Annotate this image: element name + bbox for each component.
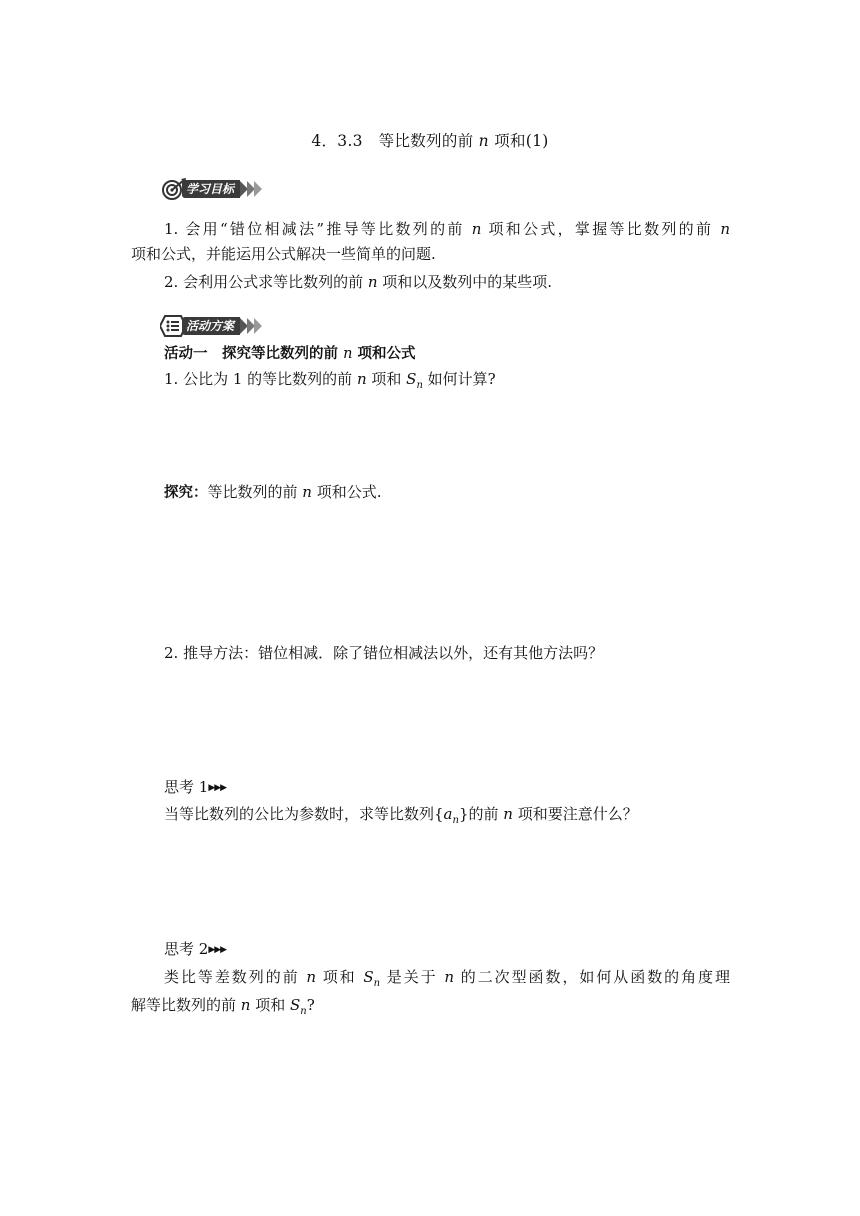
triangles-icon: ▶▶▶ <box>208 783 227 793</box>
arrows-decoration <box>241 181 262 197</box>
arrows-decoration <box>241 318 262 334</box>
question-2: 2. 推导方法：错位相减．除了错位相减法以外，还有其他方法吗？ <box>164 644 604 662</box>
think-2-line-2: 解等比数列的前 n 项和 $S_n$? <box>131 996 315 1017</box>
think-1-label: 思考 1▶▶▶ <box>164 778 227 796</box>
activity-plan-label: 活动方案 <box>182 317 240 335</box>
learning-goals-badge <box>160 177 262 201</box>
activity-plan-badge <box>160 314 262 338</box>
think-1-text: 当等比数列的公比为参数时，求等比数列$\{a_n\}$的前 n 项和要注意什么？ <box>164 805 638 826</box>
activity-1-heading: 活动一 探究等比数列的前 n 项和公式 <box>164 346 416 362</box>
goal-line-2: 项和公式，并能运用公式解决一些简单的问题. <box>131 245 436 263</box>
page-title <box>0 129 860 151</box>
learning-goals-label: 学习目标 <box>182 180 240 198</box>
explore-label: 探究： <box>164 485 208 501</box>
title-var-n: n <box>478 132 489 150</box>
think-2-label: 思考 2▶▶▶ <box>164 940 227 958</box>
goal-line-3: 2. 会利用公式求等比数列的前 n 项和以及数列中的某些项. <box>164 273 553 291</box>
think-2-line-1: 类比等差数列的前 n 项和 $S_n$ 是关于 n 的二次型函数，如何从函数的角度理 <box>164 968 730 989</box>
goal-line-1: 1. 会用“错位相减法”推导等比数列的前 n 项和公式，掌握等比数列的前 n <box>164 220 730 238</box>
explore-line: 探究：等比数列的前 n 项和公式. <box>164 483 382 501</box>
title-suffix: 项和(1) <box>488 132 549 150</box>
title-prefix: 4．3.3 等比数列的前 <box>311 132 479 150</box>
triangles-icon: ▶▶▶ <box>208 945 227 955</box>
question-1: 1. 公比为 1 的等比数列的前 n 项和 $S_n$ 如何计算? <box>164 370 496 391</box>
